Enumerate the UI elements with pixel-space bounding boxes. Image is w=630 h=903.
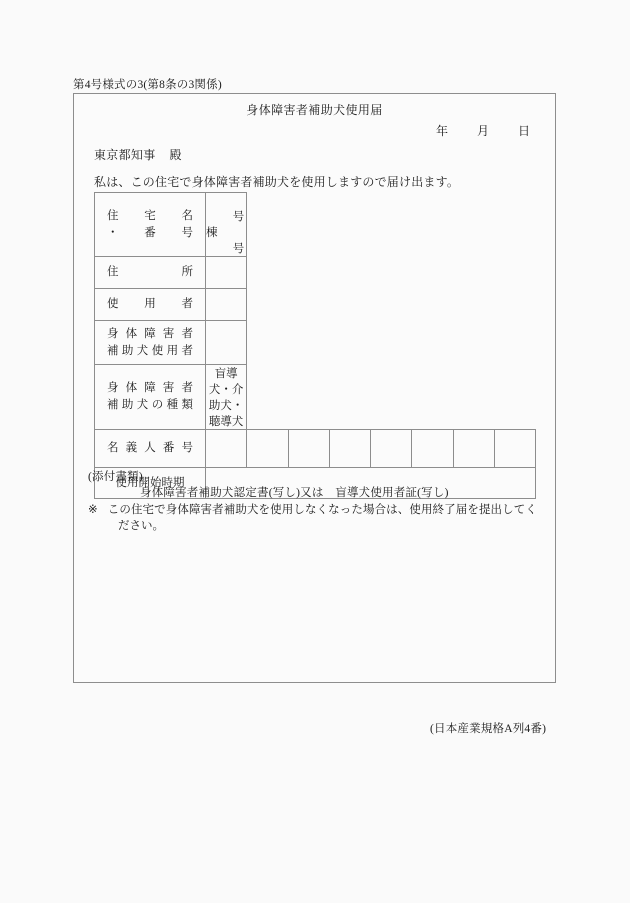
paper-size-note: (日本産業規格A列4番) (430, 723, 547, 735)
row-label-start-period: 使用開始時期 (95, 468, 206, 499)
addressee-honorific: 殿 (169, 148, 182, 162)
application-table (94, 192, 536, 499)
registrant-number-box-4[interactable] (329, 430, 370, 468)
notes-section (88, 469, 546, 534)
residence-unit-suffix: 号棟号 (206, 211, 245, 255)
note-mark: ※ (88, 504, 98, 516)
addressee-line (94, 146, 182, 163)
note-text-continued: ださい。 (118, 520, 164, 532)
row-label-assistance-dog-user: 身 体 障 害 者 補 助 犬 使 用 者 (95, 321, 206, 365)
row-label-user: 使 用 者 (95, 289, 206, 321)
registrant-number-box-5[interactable] (371, 430, 412, 468)
registrant-number-box-1[interactable] (206, 430, 247, 468)
row-value-user[interactable] (206, 289, 247, 321)
date-month-label: 月 (476, 124, 489, 138)
attachments-text: 身体障害者補助犬認定書(写し)又は 盲導犬使用者証(写し) (140, 487, 449, 499)
note-row (88, 502, 546, 518)
table-row (95, 257, 536, 289)
row-label-residence-name-number: 住 宅 名 ・ 番 号 (95, 193, 206, 257)
registrant-number-box-6[interactable] (412, 430, 453, 468)
date-year-label: 年 (435, 124, 448, 138)
table-row (95, 321, 536, 365)
row-value-address[interactable] (206, 257, 247, 289)
date-line (436, 122, 530, 139)
addressee-name: 東京都知事 (94, 148, 156, 162)
table-row (95, 365, 536, 430)
row-label-address: 住 所 (95, 257, 206, 289)
row-value-assistance-dog-type[interactable]: 盲導犬・介助犬・聴導犬 (206, 365, 247, 430)
table-row (95, 430, 536, 468)
registrant-number-box-7[interactable] (453, 430, 494, 468)
row-value-assistance-dog-user[interactable] (206, 321, 247, 365)
registrant-number-box-2[interactable] (247, 430, 288, 468)
registrant-number-box-8[interactable] (494, 430, 535, 468)
note-text: この住宅で身体障害者補助犬を使用しなくなった場合は、使用終了届を提出してく (107, 504, 537, 516)
row-label-registrant-number: 名 義 人 番 号 (95, 430, 206, 468)
date-day-label: 日 (517, 124, 530, 138)
attachments-heading: (添付書類) (88, 471, 143, 483)
declaration-statement: 私は、この住宅で身体障害者補助犬を使用しますので届け出ます。 (94, 175, 460, 189)
row-label-assistance-dog-type: 身 体 障 害 者 補 助 犬 の 種 類 (95, 365, 206, 430)
table-row (95, 289, 536, 321)
form-sheet (73, 93, 556, 683)
table-row (95, 193, 536, 257)
form-number: 第4号様式の3(第8条の3関係) (73, 79, 222, 91)
row-value-residence-name-number[interactable] (206, 193, 247, 257)
page-title: 身体障害者補助犬使用届 (246, 103, 383, 117)
registrant-number-box-3[interactable] (288, 430, 329, 468)
